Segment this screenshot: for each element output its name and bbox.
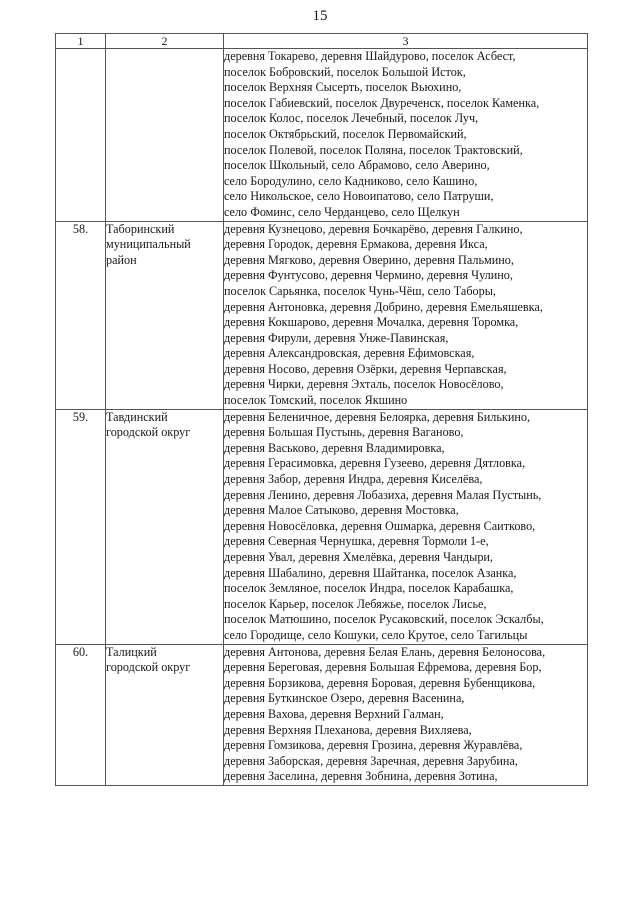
settlement-line: деревня Шабалино, деревня Шайтанка, поселок Азанка, (224, 565, 517, 580)
table-row (56, 644, 588, 785)
settlement-line: деревня Вахова, деревня Верхний Галман, (224, 706, 444, 721)
row-number: 60. (56, 644, 106, 785)
settlement-line: деревня Герасимовка, деревня Гузеево, деревня Дятловка, (224, 456, 526, 471)
settlement-line: деревня Фирули, деревня Унже-Павинская, (224, 330, 449, 345)
table-row (56, 221, 588, 409)
table-header-row (56, 34, 588, 49)
page-number: 15 (312, 8, 328, 24)
settlement-line: деревня Токарево, деревня Шайдурово, поселок Асбест, (224, 49, 516, 63)
settlements-cell (224, 49, 588, 222)
settlements-table (55, 33, 588, 786)
table-row-continuation (56, 49, 588, 222)
district-name: Талицкий городской округ (106, 644, 224, 785)
district-name: Тавдинский городской округ (106, 409, 224, 644)
header-col-2: 2 (106, 34, 224, 49)
settlement-line: деревня Заборская, деревня Заречная, деревня Зарубина, (224, 753, 518, 768)
settlement-line: поселок Матюшино, поселок Русаковский, поселок Эскалбы, (224, 612, 544, 627)
settlement-line: деревня Борзикова, деревня Боровая, деревня Бубенщикова, (224, 675, 536, 690)
settlement-line: деревня Ленино, деревня Лобазиха, деревня Малая Пустынь, (224, 487, 542, 502)
settlement-line: деревня Новосёловка, деревня Ошмарка, деревня Саитково, (224, 518, 536, 533)
settlement-line: поселок Земляное, поселок Индра, поселок Карабашка, (224, 581, 514, 596)
settlement-line: деревня Чирки, деревня Эхталь, поселок Новосёлово, (224, 377, 504, 392)
settlement-line: деревня Гомзикова, деревня Грозина, деревня Журавлёва, (224, 738, 523, 753)
settlement-line: поселок Октябрьский, поселок Первомайский, (224, 126, 467, 141)
settlement-line: деревня Малое Сатыково, деревня Мостовка, (224, 503, 459, 518)
settlement-line: село Бородулино, село Кадниково, село Кашино, (224, 173, 478, 188)
settlement-line: село Городище, село Кошуки, село Крутое, село Тагильцы (224, 627, 528, 642)
settlement-line: деревня Береговая, деревня Большая Ефремова, деревня Бор, (224, 660, 542, 675)
settlements-cell (224, 221, 588, 409)
settlement-line: деревня Беленичное, деревня Белоярка, деревня Билькино, (224, 409, 531, 424)
district-name: Таборинский муниципальный район (106, 221, 224, 409)
district-name-cell (106, 49, 224, 222)
settlement-line: деревня Кузнецово, деревня Бочкарёво, деревня Галкино, (224, 221, 523, 236)
settlement-line: деревня Городок, деревня Ермакова, деревня Икса, (224, 237, 488, 252)
settlement-line: деревня Фунтусово, деревня Чермино, деревня Чулино, (224, 268, 513, 283)
settlement-line: деревня Носово, деревня Озёрки, деревня Черпавская, (224, 361, 507, 376)
settlement-line: деревня Васьково, деревня Владимировка, (224, 440, 445, 455)
settlement-line: деревня Кокшарово, деревня Мочалка, деревня Торомка, (224, 315, 519, 330)
settlement-line: село Фоминс, село Черданцево, село Щелкун (224, 204, 460, 219)
settlement-line: деревня Антоновка, деревня Добрино, деревня Емельяшевка, (224, 299, 543, 314)
header-col-1: 1 (56, 34, 106, 49)
settlement-line: деревня Заселина, деревня Зобнина, деревня Зотина, (224, 769, 498, 784)
settlement-line: поселок Верхняя Сысерть, поселок Вьюхино, (224, 80, 462, 95)
settlement-line: поселок Сарьянка, поселок Чунь-Чёш, село Таборы, (224, 283, 496, 298)
settlement-line: поселок Бобровский, поселок Большой Исток, (224, 64, 466, 79)
settlement-line: поселок Карьер, поселок Лебяжье, поселок Лисье, (224, 596, 487, 611)
settlement-line: деревня Забор, деревня Индра, деревня Киселёва, (224, 472, 483, 487)
settlement-line: деревня Мягково, деревня Оверино, деревня Пальмино, (224, 252, 514, 267)
settlement-line: поселок Колос, поселок Лечебный, поселок Луч, (224, 111, 479, 126)
settlement-line: село Никольское, село Новоипатово, село Патруши, (224, 189, 494, 204)
settlement-line: деревня Верхняя Плеханова, деревня Вихляева, (224, 722, 472, 737)
settlements-cell (224, 644, 588, 785)
settlements-cell (224, 409, 588, 644)
settlement-line: деревня Увал, деревня Хмелёвка, деревня Чандыри, (224, 550, 493, 564)
row-number-cell (56, 49, 106, 222)
settlement-line: деревня Буткинское Озеро, деревня Васенина, (224, 691, 465, 706)
settlement-line: поселок Полевой, поселок Поляна, поселок Трактовский, (224, 142, 523, 157)
settlement-line: поселок Томский, поселок Якшино (224, 393, 408, 408)
settlement-line: поселок Школьный, село Абрамово, село Аверино, (224, 158, 490, 173)
settlement-line: деревня Большая Пустынь, деревня Ваганово, (224, 425, 464, 440)
settlement-line: деревня Александровская, деревня Ефимовская, (224, 346, 475, 361)
settlement-line: деревня Антонова, деревня Белая Елань, деревня Белоносова, (224, 644, 546, 659)
table-row (56, 409, 588, 644)
settlement-line: поселок Габиевский, поселок Двуреченск, поселок Каменка, (224, 95, 540, 110)
row-number: 59. (56, 409, 106, 644)
header-col-3: 3 (224, 34, 588, 49)
row-number: 58. (56, 221, 106, 409)
settlement-line: деревня Северная Чернушка, деревня Тормоли 1-е, (224, 534, 489, 549)
